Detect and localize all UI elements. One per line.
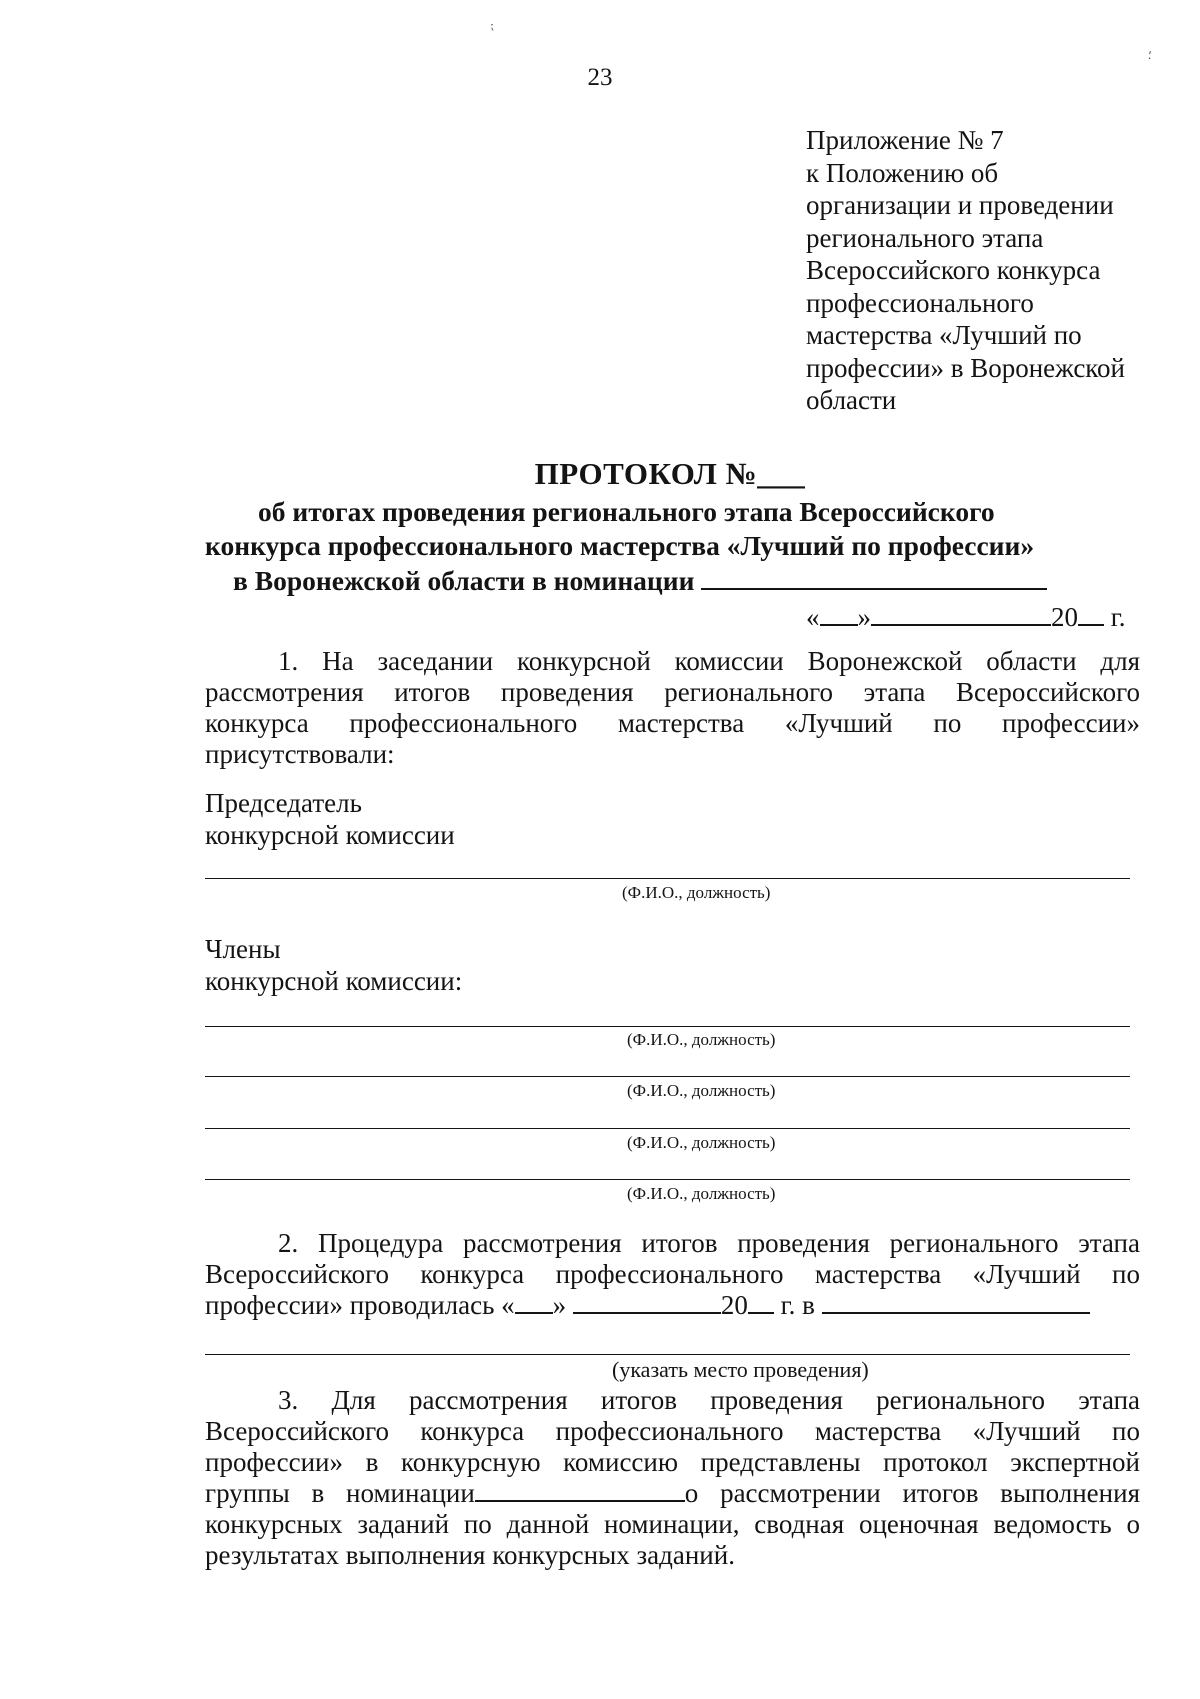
place-field[interactable] xyxy=(822,1311,1090,1314)
appendix-line: мастерства «Лучший по xyxy=(806,320,1082,350)
date-close-quote: » xyxy=(857,602,871,632)
section1-line: рассмотрения итогов проведения регионального этапа Всероссийского xyxy=(205,677,1140,707)
month-field[interactable] xyxy=(573,1311,721,1314)
protocol-subtitle: об итогах проведения регионального этапа Всероссийского xyxy=(258,496,995,527)
day-field[interactable] xyxy=(820,623,858,626)
year-prefix: 20 xyxy=(720,1290,748,1320)
member-signature-line[interactable] xyxy=(205,1026,1130,1027)
section-1 xyxy=(205,646,1140,770)
year-suffix: г. xyxy=(1110,602,1126,632)
held-text: профессии» проводилась « xyxy=(205,1290,515,1320)
appendix-line: к Положению об xyxy=(806,157,999,188)
section-3 xyxy=(205,1385,1140,1571)
review-text: о рассмотрении итогов выполнения xyxy=(684,1478,1140,1508)
date-open-quote: « xyxy=(806,602,820,632)
protocol-subtitle-nomination xyxy=(233,565,1047,597)
member-caption: (Ф.И.О., должность) xyxy=(627,1133,776,1152)
appendix-line: профессионального xyxy=(806,287,1034,318)
section1-line: присутствовали: xyxy=(205,739,395,769)
section3-nomination-line xyxy=(205,1478,1140,1509)
nomination-field[interactable] xyxy=(701,587,1047,590)
chairman-label: Председатель xyxy=(205,788,362,818)
section3-line: профессии» в конкурсную комиссию представлены протокол экспертной xyxy=(205,1447,1140,1477)
group-nomination-text: группы в номинации xyxy=(205,1478,475,1508)
year-field[interactable] xyxy=(748,1311,774,1314)
quote-close: » xyxy=(552,1290,567,1320)
place-caption: (указать место проведения) xyxy=(612,1357,869,1382)
section2-date-place-line xyxy=(205,1290,1140,1321)
chairman-signature-line[interactable] xyxy=(205,878,1130,879)
member-caption: (Ф.И.О., должность) xyxy=(627,1184,776,1203)
appendix-line: области xyxy=(806,385,897,415)
member-caption: (Ф.И.О., должность) xyxy=(627,1081,776,1100)
year-prefix: 20 xyxy=(1051,602,1078,632)
chairman-caption: (Ф.И.О., должность) xyxy=(622,883,771,902)
appendix-line: Приложение № 7 xyxy=(806,125,1004,155)
day-field[interactable] xyxy=(515,1311,553,1314)
month-field[interactable] xyxy=(871,623,1051,626)
section2-line: 2. Процедура рассмотрения итогов проведения регионального этапа xyxy=(278,1228,1140,1258)
appendix-line: Всероссийского конкурса xyxy=(806,255,1101,285)
appendix-line: регионального этапа xyxy=(806,222,1044,253)
section3-line: конкурсных заданий по данной номинации, сводная оценочная ведомость о xyxy=(205,1509,1140,1539)
appendix-block xyxy=(806,124,1186,417)
members-label: Члены xyxy=(205,934,281,964)
scan-mark: ⁏ xyxy=(490,18,495,32)
section1-line: 1. На заседании конкурсной комиссии Воронежской области для xyxy=(278,646,1140,676)
nomination-field[interactable] xyxy=(475,1499,685,1502)
place-line[interactable] xyxy=(205,1354,1130,1355)
protocol-date-line xyxy=(806,602,1126,633)
protocol-title: ПРОТОКОЛ №___ xyxy=(534,456,806,491)
appendix-line: организации и проведении xyxy=(806,190,1114,220)
section3-line: 3. Для рассмотрения итогов проведения регионального этапа xyxy=(278,1385,1140,1415)
protocol-subtitle: конкурса профессионального мастерства «Лучший по профессии» xyxy=(205,530,1035,561)
appendix-line: профессии» в Воронежской xyxy=(806,352,1126,383)
member-signature-line[interactable] xyxy=(205,1076,1130,1077)
member-signature-line[interactable] xyxy=(205,1179,1130,1180)
year-suffix-in: г. в xyxy=(780,1290,815,1320)
page-number: 23 xyxy=(587,64,613,91)
section2-line: Всероссийского конкурса профессионального мастерства «Лучший по xyxy=(205,1259,1140,1289)
section3-line: результатах выполнения конкурсных заданий. xyxy=(205,1540,735,1570)
section3-line: Всероссийского конкурса профессионального мастерства «Лучший по xyxy=(205,1416,1140,1446)
chairman-label: конкурсной комиссии xyxy=(205,820,455,850)
member-caption: (Ф.И.О., должность) xyxy=(627,1030,776,1049)
nomination-label: в Воронежской области в номинации xyxy=(233,565,695,596)
section-2 xyxy=(205,1228,1140,1321)
year-field[interactable] xyxy=(1078,623,1104,626)
member-signature-line[interactable] xyxy=(205,1128,1130,1129)
scan-mark: ⸵ xyxy=(1148,48,1152,62)
section1-line: конкурса профессионального мастерства «Лучший по профессии» xyxy=(205,708,1140,738)
members-label: конкурсной комиссии: xyxy=(205,966,463,996)
